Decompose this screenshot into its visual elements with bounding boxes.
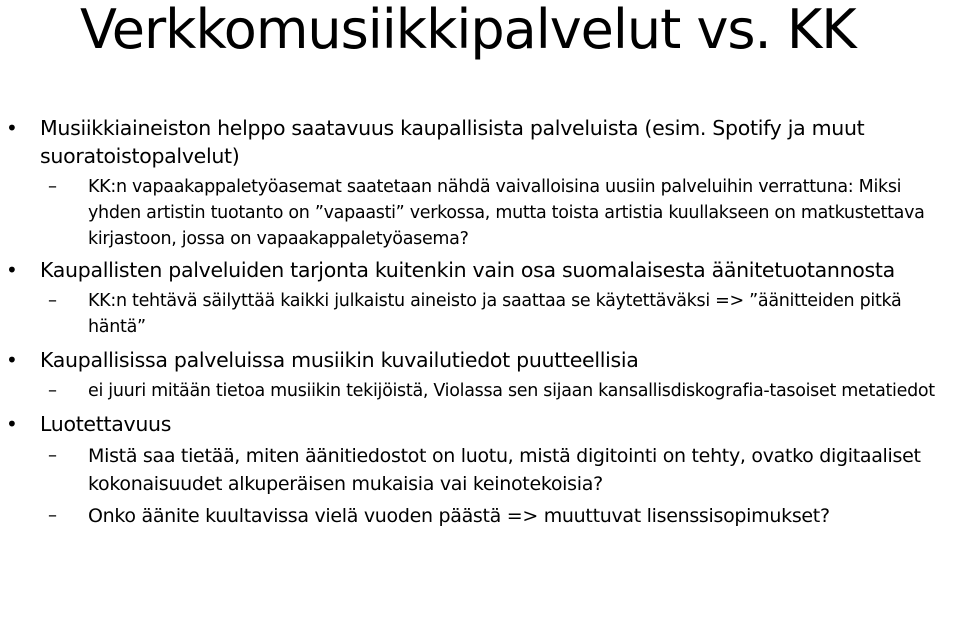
sub-bullet-item: – KK:n tehtävä säilyttää kaikki julkaistu aineisto ja saattaa se käytettäväksi => ”äänitteiden pitkä häntä” <box>48 288 956 340</box>
bullet-item <box>0 114 960 252</box>
sub-bullet-list <box>40 378 956 404</box>
bullet-item <box>0 410 960 530</box>
sub-bullet-item: – KK:n vapaakappaletyöasemat saatetaan nähdä vaivalloisina uusiin palveluihin verrattuna: Miksi yhden artistin tuotanto on ”vapaasti” verkossa, mutta toista artistia kuullakseen on matkustettava kirjastoon, jossa on vapaakappaletyöasema? <box>48 174 956 252</box>
sub-bullet-list <box>40 288 956 340</box>
sub-bullet-item: – Mistä saa tietää, miten äänitiedostot on luotu, mistä digitointi on tehty, ovatko digitaaliset kokonaisuudet alkuperäisen mukaisia vai keinotekoisia? <box>48 442 956 498</box>
bullet-item <box>0 256 960 340</box>
sub-bullet-list <box>40 442 956 530</box>
sub-bullet-item: – Onko äänite kuultavissa vielä vuoden päästä => muuttuvat lisenssisopimukset? <box>48 502 956 530</box>
bullet-text: Musiikkiaineiston helppo saatavuus kaupallisista palveluista (esim. Spotify ja muut suoratoistopalvelut) <box>40 116 865 168</box>
sub-bullet-item: – ei juuri mitään tietoa musiikin tekijöistä, Violassa sen sijaan kansallisdiskografia-tasoiset metatiedot <box>48 378 956 404</box>
bullet-item <box>0 346 960 404</box>
bullet-text: Kaupallisissa palveluissa musiikin kuvailutiedot puutteellisia <box>40 348 639 372</box>
sub-bullet-list <box>40 174 956 252</box>
slide-title: Verkkomusiikkipalvelut vs. KK <box>80 0 856 61</box>
bullet-list <box>0 114 960 536</box>
bullet-text: Kaupallisten palveluiden tarjonta kuitenkin vain osa suomalaisesta äänitetuotannosta <box>40 258 895 282</box>
bullet-text: Luotettavuus <box>40 412 172 436</box>
